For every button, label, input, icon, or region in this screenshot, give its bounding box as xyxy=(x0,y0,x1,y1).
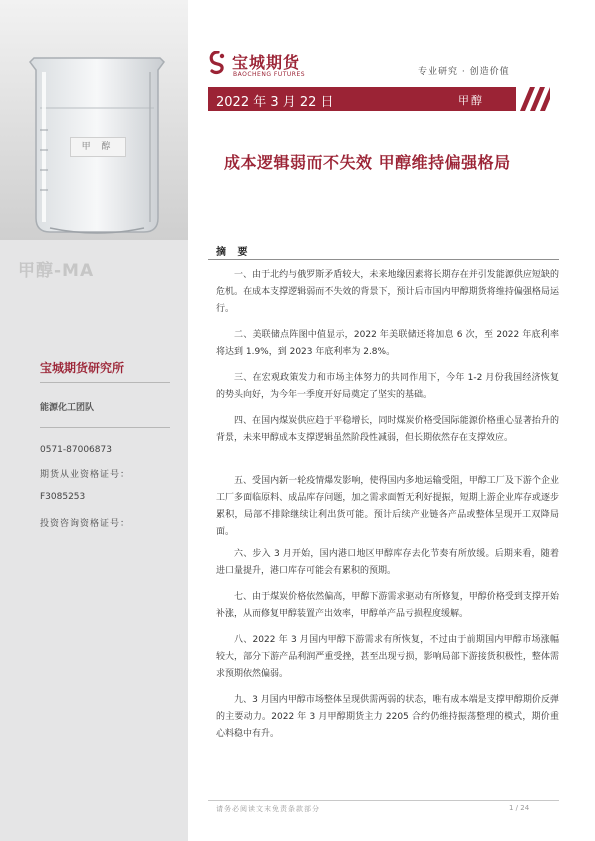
banner-stripes xyxy=(506,87,550,111)
futures-cert-number: F3085253 xyxy=(40,492,86,502)
abstract-paragraph: 九、3 月国内甲醇市场整体呈现供需两弱的状态，唯有成本端是支撑甲醇期价反弹的主要动力。2022 年 3 月甲醇期货主力 2205 合约仍维持振荡整理的模式，期价重心料稳中有升。 xyxy=(216,695,559,739)
abstract-paragraph: 三、在宏观政策发力和市场主体努力的共同作用下，今年 1-2 月份我国经济恢复的势头向好，为今年一季度开好局奠定了坚实的基础。 xyxy=(216,373,559,400)
institute-name: 宝城期货研究所 xyxy=(40,361,125,375)
logo-text: 宝城期货 xyxy=(232,53,301,72)
invest-cert-label: 投资咨询资格证号： xyxy=(40,519,131,529)
beaker-label: 甲 醇 xyxy=(70,137,126,157)
beaker-photo xyxy=(0,0,188,240)
abstract-paragraph: 一、由于北约与俄罗斯矛盾较大，未来地缘因素将长期存在并引发能源供应短缺的危机。在成本支撑逻辑弱而不失效的背景下，预计后市国内甲醇期货将维持偏强格局运行。 xyxy=(216,270,559,314)
sidebar-divider xyxy=(40,382,170,383)
page-number: 1 / 24 xyxy=(509,804,530,812)
abstract-paragraph: 二、美联储点阵图中值显示，2022 年美联储还将加息 6 次，至 2022 年底利率将达到 1.9%，到 2023 年底利率为 2.8%。 xyxy=(216,330,559,357)
team-name: 能源化工团队 xyxy=(40,403,95,413)
report-date: 2022 年 3 月 22 日 xyxy=(216,95,334,110)
baocheng-logo-icon xyxy=(208,51,228,75)
slogan: 专业研究 · 创造价值 xyxy=(418,67,510,77)
footer-rule xyxy=(208,800,559,801)
abstract-rule xyxy=(208,259,559,260)
report-variety: 甲醇 xyxy=(458,94,484,107)
sidebar xyxy=(0,0,188,841)
sidebar-divider xyxy=(40,427,170,428)
contact-phone: 0571-87006873 xyxy=(40,445,112,455)
abstract-paragraph: 六、步入 3 月开始，国内港口地区甲醇库存去化节奏有所放缓。后期来看，随着进口量提升，港口库存可能会有累积的预期。 xyxy=(216,549,559,576)
abstract-paragraph: 七、由于煤炭价格依然偏高，甲醇下游需求驱动有所修复，甲醇价格受到支撑开始补涨，从而修复甲醇装置产出效率，甲醇单产品亏损程度缓解。 xyxy=(216,592,559,619)
abstract-paragraph: 五、受国内新一轮疫情爆发影响，使得国内多地运输受阻，甲醇工厂及下游个企业工厂多面临原料、成品库存问题，加之需求面暂无利好提振，短期上游企业库存或逐步累积，局部不排除继续让利出货可能。预计后续产业链各产品或整体呈现开工双降局面。 xyxy=(216,476,559,537)
futures-cert-label: 期货从业资格证号： xyxy=(40,470,131,480)
abstract-paragraph: 四、在国内煤炭供应趋于平稳增长，同时煤炭价格受国际能源价格重心显著抬升的背景，未来甲醇成本支撑逻辑虽然阶段性减弱，但长期依然存在支撑效应。 xyxy=(216,416,559,443)
report-title: 成本逻辑弱而不失效 甲醇维持偏强格局 xyxy=(224,153,511,172)
abstract-heading: 摘 要 xyxy=(216,247,252,258)
footer-disclaimer: 请务必阅读文末免责条款部分 xyxy=(216,805,320,813)
beaker-image xyxy=(0,0,188,240)
logo-english: BAOCHENG FUTURES xyxy=(233,71,306,78)
abstract-paragraph: 八、2022 年 3 月国内甲醇下游需求有所恢复，不过由于前期国内甲醇市场涨幅较大，部分下游产品利润严重受挫，甚至出现亏损，影响局部下游接货积极性，整体需求预期依然偏弱。 xyxy=(216,635,559,679)
product-code: 甲醇-MA xyxy=(18,261,95,281)
